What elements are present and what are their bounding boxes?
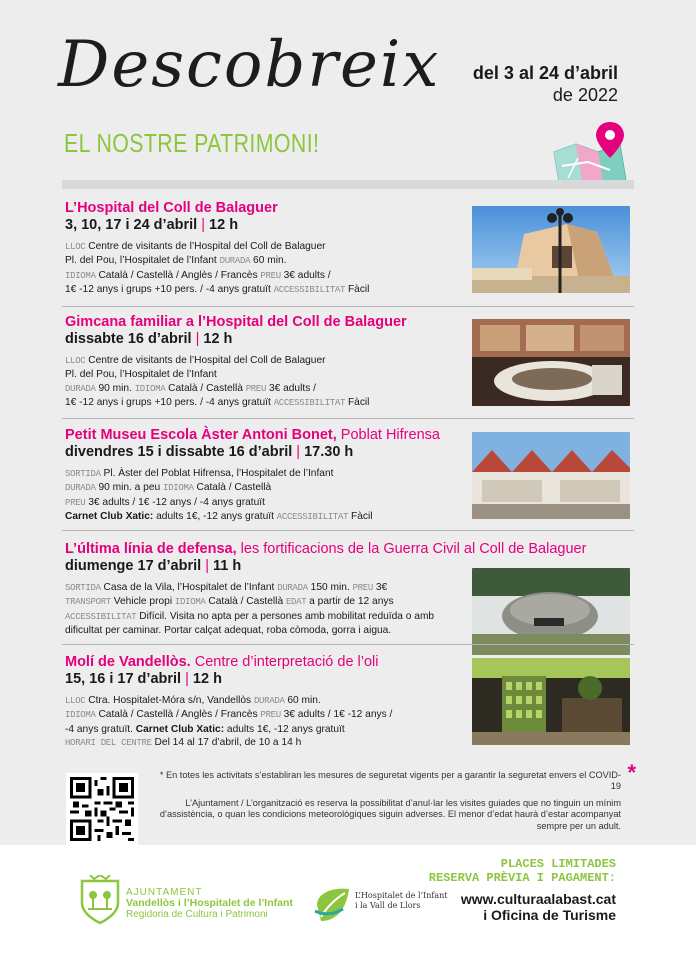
covid-note: * En totes les activitats s’establiran les mesures de seguretat vigents per a garantir la seguretat envers el COVID-19 [159,770,621,792]
oficina-label: i Oficina de Turisme [483,907,616,923]
event-gimcana [65,314,630,410]
date-range-days: del 3 al 24 d’abril [472,63,618,83]
detail-text: 1€ -12 anys i grups +10 pers. / -4 anys gratuït [65,283,274,295]
detail-label: IDIOMA [65,270,96,281]
detail-label: ACCESSIBILITAT [65,611,137,622]
date-range-year: de 2022 [552,85,618,105]
detail-text: 3€ adults / 1€ -12 anys / [280,709,393,721]
detail-line [65,736,443,750]
detail-text: dificultat per caminar. Portar calçat adequat, roba còmoda, gorra i aigua. [65,624,392,636]
photo-gimcana [472,319,630,406]
detail-text: Casa de la Vila, l’Hospitalet de l’Infant [100,582,278,593]
detail-label: PREU [260,270,281,281]
detail-label: IDIOMA [163,483,194,494]
event-details [65,581,440,637]
detail-text: adults 1€, -12 anys gratuït [224,723,345,735]
detail-label: HORARI DEL CENTRE [65,737,152,748]
detail-text: Català / Castellà / Anglès / Francès [95,269,261,281]
detail-label: SORTIDA [65,469,101,479]
detail-text: Centre de visitants de l’Hospital del Coll de Balaguer [85,241,326,252]
detail-text: 3€ [372,582,388,593]
divider [62,306,634,307]
footer [0,845,696,963]
detail-label: IDIOMA [174,597,206,608]
detail-bold: Carnet Club Xatic: [65,510,154,522]
event-name: L’última línia de defensa, les fortificacions de la Guerra Civil al Coll de Balaguer [65,541,587,557]
detail-label: ACCESSIBILITAT [273,284,346,295]
top-divider [62,180,634,189]
date-range [473,62,618,106]
detail-text: Pl. del Pou, l’Hospitalet de l’Infant [65,255,220,267]
page-subtitle: EL NOSTRE PATRIMONI! [64,128,320,158]
detail-line [65,595,440,609]
detail-label: ACCESSIBILITAT [273,397,346,408]
event-name: L’Hospital del Coll de Balaguer [65,200,278,216]
detail-label: PREU [260,710,281,721]
detail-text: 3€ adults / [280,269,331,281]
detail-label: DURADA [65,483,96,494]
detail-text: Difícil. Visita no apta per a persones amb mobilitat reduïda o amb [136,610,435,622]
detail-label: PREU [65,497,86,508]
page-title: Descobreix [58,28,441,102]
detail-text: Fàcil [345,396,370,408]
detail-text: Del 14 al 17 d’abril, de 10 a 14 h [151,736,302,748]
photo-defensa [472,568,630,655]
vall-line1: L’Hospitalet de l’Infant [355,891,448,900]
divider [62,644,634,645]
detail-text: Català / Castellà [165,382,246,394]
detail-label: DURADA [277,583,308,593]
detail-text: Vehicle propi [110,596,175,608]
photo-hospital [472,206,630,293]
event-when: diumenge 17 d’abril | 11 h [65,558,242,574]
detail-text: Pl. Àster del Poblat Hifrensa, l’Hospitalet de l’Infant [100,468,334,479]
detail-line [65,240,443,254]
divider [62,418,634,419]
detail-text: Fàcil [348,510,373,522]
detail-line [65,510,443,524]
detail-line [65,354,443,368]
detail-label: IDIOMA [65,710,96,721]
detail-text: 150 min. [307,582,353,593]
cancel-note: L’Ajuntament / L’organització es reserva la possibilitat d’anul·lar les visites guiades que no tinguin un mínim d’assistència, o quan les condicions meteorològiques siguin adverses. El menor d’edat haurà d’estar acompanyat sempre per un adult. [159,797,621,831]
detail-line [65,723,443,736]
detail-text: Fàcil [345,283,370,295]
detail-label: EDAT [285,597,307,608]
vall-logo [313,885,448,930]
event-hospital [65,200,630,297]
detail-line [65,624,440,637]
detail-label: DURADA [65,383,96,394]
detail-text: Pl. del Pou, l’Hospitalet de l’Infant [65,369,217,381]
municipality-name: Vandellòs i l’Hospitalet de l’Infant [126,897,293,909]
detail-line [65,708,443,722]
detail-line [65,694,443,708]
photo-museu [472,432,630,519]
detail-text: 1€ -12 anys i grups +10 pers. / -4 anys gratuït [65,396,274,408]
website-link[interactable]: www.culturaalabast.cat [460,891,616,907]
event-when: 15, 16 i 17 d’abril | 12 h [65,671,222,687]
event-moli [65,654,630,750]
event-when: divendres 15 i dissabte 16 d’abril | 17.30 h [65,444,354,460]
event-when: 3, 10, 17 i 24 d’abril | 12 h [65,217,239,233]
event-name: Molí de Vandellòs. Centre d’interpretació de l’oli [65,654,379,670]
detail-text: 60 min. [250,255,287,267]
detail-text: -4 anys gratuït. [65,723,136,735]
detail-line [65,581,440,595]
detail-line [65,610,440,624]
event-defensa [65,541,630,637]
vall-line2: i la Vall de Llors [355,900,421,910]
event-name: Gimcana familiar a l’Hospital del Coll de Balaguer [65,314,407,330]
detail-label: PREU [245,383,267,394]
detail-label: PREU [352,583,373,593]
detail-label: LLOC [65,242,86,252]
detail-line [65,269,443,283]
detail-text: 90 min. a peu [95,482,164,494]
booking-info [429,857,616,923]
detail-line [65,368,443,381]
detail-label: LLOC [65,696,86,706]
detail-line [65,396,443,410]
asterisk-icon: * [627,760,636,785]
detail-text: 90 min. [95,382,135,394]
detail-text: 60 min. [284,695,321,706]
shield-icon [80,875,120,925]
detail-text: Català / Castellà [193,482,272,494]
detail-label: SORTIDA [65,583,101,593]
detail-text: Ctra. Hospitalet-Móra s/n, Vandellòs [85,695,254,706]
event-details [65,694,443,750]
photo-moli [472,658,630,745]
detail-label: TRANSPORT [65,597,111,608]
detail-text: Català / Castellà [205,596,286,608]
detail-line [65,382,443,396]
divider [62,530,634,531]
reserva-label: RESERVA PRÈVIA I PAGAMENT: [428,871,616,885]
leaf-icon [313,885,353,925]
ajuntament-label: AJUNTAMENT [126,887,203,898]
detail-text: Català / Castellà / Anglès / Francès [95,709,261,721]
detail-line [65,467,443,481]
event-name: Petit Museu Escola Àster Antoni Bonet, Poblat Hifrensa [65,427,440,443]
detail-text: a partir de 12 anys [306,596,394,608]
detail-label: LLOC [65,356,86,366]
detail-line [65,481,443,495]
detail-line [65,254,443,268]
detail-line [65,283,443,297]
detail-label: IDIOMA [134,383,166,394]
detail-label: DURADA [253,696,285,706]
detail-text: 3€ adults / [266,382,316,394]
regidoria-label: Regidoria de Cultura i Patrimoni [126,909,268,920]
detail-text: adults 1€, -12 anys gratuït [153,510,277,522]
notes [151,770,621,837]
event-details [65,240,443,297]
event-details [65,467,443,524]
detail-label: DURADA [219,256,251,267]
event-details [65,354,443,410]
event-when: dissabte 16 d’abril | 12 h [65,331,233,347]
event-museu [65,427,630,524]
detail-text: 3€ adults / 1€ -12 anys / -4 anys gratuït [85,496,265,508]
detail-bold: Carnet Club Xatic: [135,723,225,735]
places-label: PLACES LIMITADES [500,857,616,871]
detail-label: ACCESSIBILITAT [276,511,349,522]
detail-text: Centre de visitants de l’Hospital del Coll de Balaguer [85,355,326,366]
qr-code[interactable] [66,773,138,845]
detail-line [65,496,443,510]
